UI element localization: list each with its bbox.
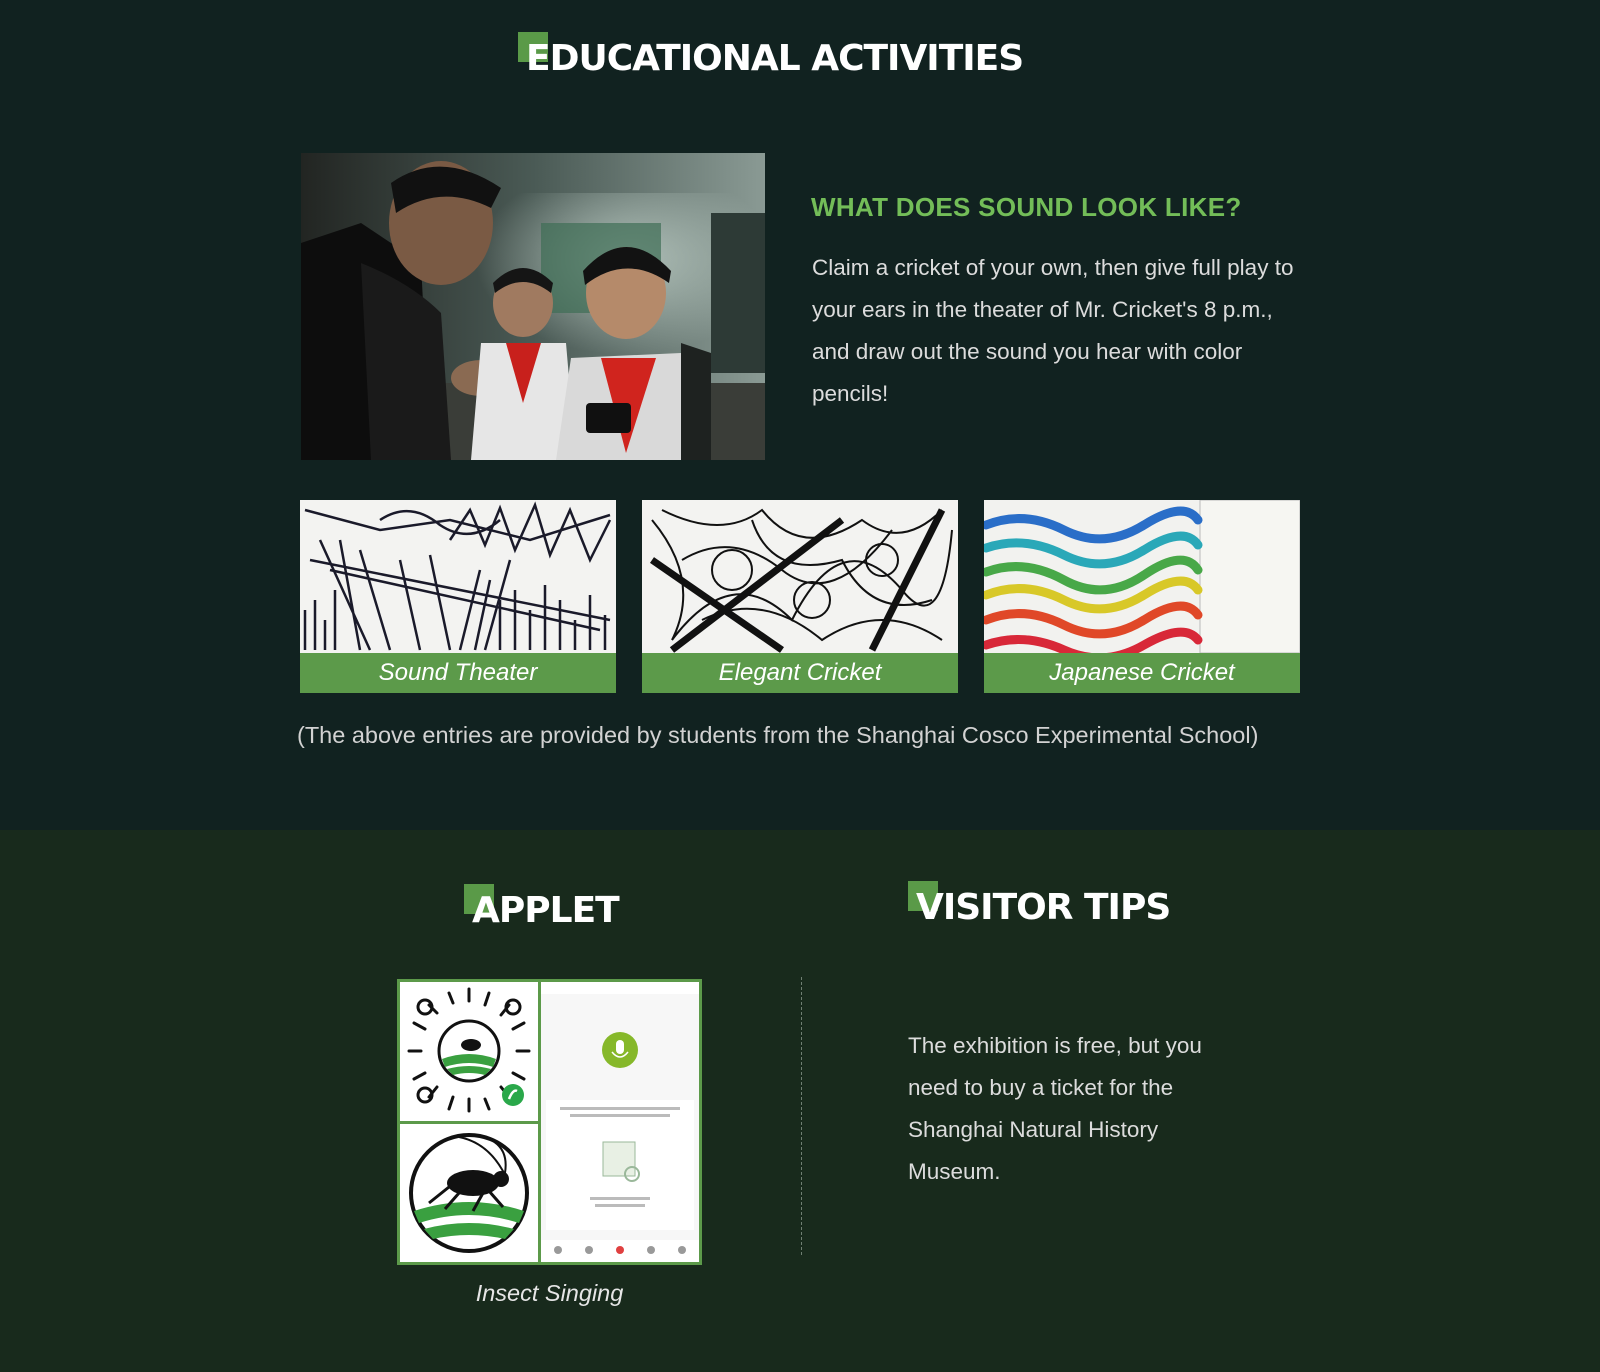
artwork-card-elegant-cricket [642, 500, 958, 693]
info-section [0, 830, 1600, 1372]
applet-caption: Insect Singing [475, 1280, 624, 1306]
activity-title: WHAT DOES SOUND LOOK LIKE? [811, 192, 1242, 222]
artwork-label: Sound Theater [300, 653, 616, 693]
artwork-card-sound-theater [300, 500, 616, 693]
applet-heading: APPLET [472, 890, 619, 931]
educational-heading: EDUCATIONAL ACTIVITIES [526, 38, 1023, 79]
artwork-label: Japanese Cricket [984, 653, 1300, 693]
visitor-tips-heading: VISITOR TIPS [916, 887, 1170, 928]
activity-photo [301, 153, 765, 460]
applet-preview[interactable] [397, 979, 702, 1265]
elegant-cricket-drawing [642, 500, 958, 653]
artwork-card-japanese-cricket [984, 500, 1300, 693]
artwork-credit-caption: (The above entries are provided by students from the Shanghai Cosco Experimental School) [297, 722, 1259, 748]
activity-description: Claim a cricket of your own, then give full play to your ears in the theater of Mr. Cricket's 8 p.m., and draw out the sound you hear with color pencils! [812, 255, 1294, 406]
section-divider [801, 977, 802, 1255]
japanese-cricket-drawing [984, 500, 1300, 653]
sound-theater-drawing [300, 500, 616, 653]
artwork-label: Elegant Cricket [642, 653, 958, 693]
visitor-tips-text: The exhibition is free, but you need to buy a ticket for the Shanghai Natural History Museum. [908, 1033, 1202, 1184]
